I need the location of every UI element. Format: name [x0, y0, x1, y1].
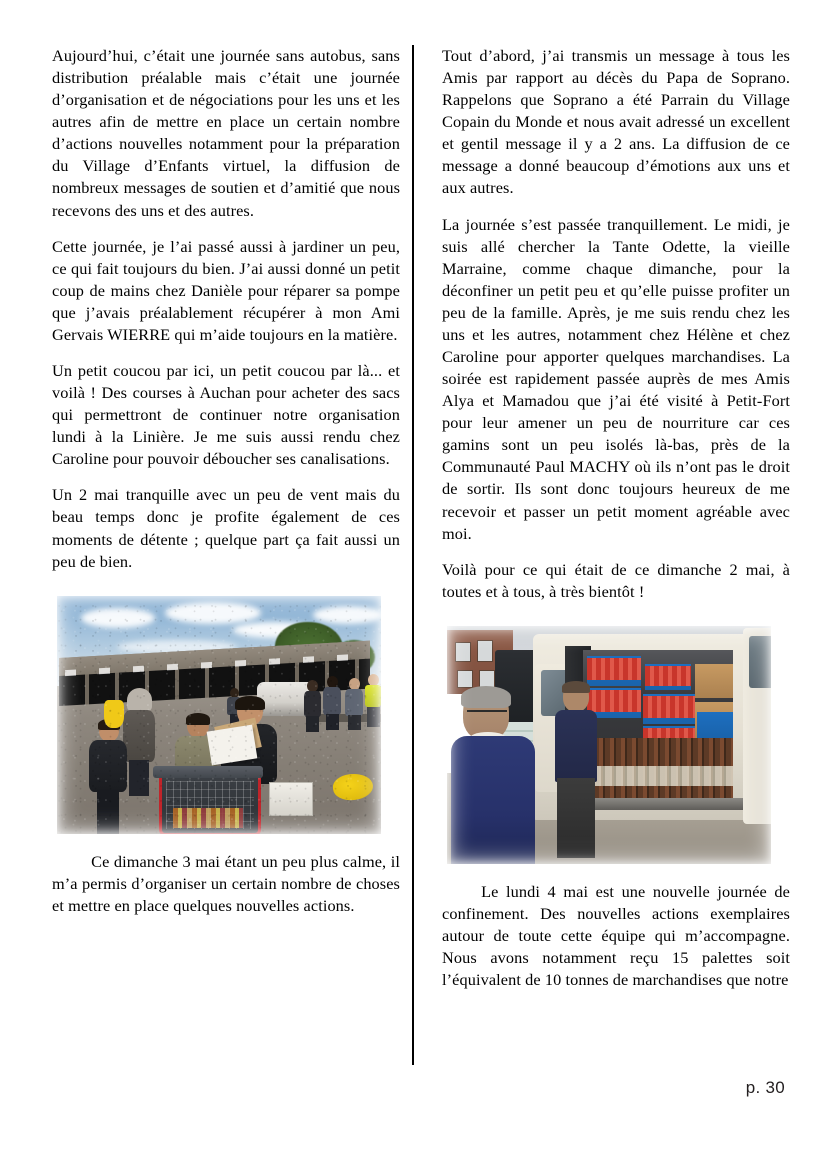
man-blue-sweater	[451, 688, 535, 864]
paragraph-voila: Voilà pour ce qui était de ce dimanche 2 mai, à toutes et à tous, à très bientôt !	[442, 559, 790, 601]
van-cargo-area	[583, 650, 733, 800]
van-door-window	[749, 636, 771, 688]
paragraph-2-mai: Un 2 mai tranquille avec un peu de vent mais du beau temps donc je profite également de ces moments de détente ; quelque part ça fait aussi un peu de bien.	[52, 485, 400, 571]
red-bottle-row	[587, 658, 641, 680]
photo-artwork-left	[57, 596, 381, 834]
building-window	[477, 640, 493, 662]
photo-artwork-right	[447, 626, 771, 864]
red-bottle-row	[645, 666, 691, 686]
building-window	[457, 670, 473, 688]
cardboard-box	[695, 664, 733, 698]
blue-crate	[697, 712, 733, 738]
paragraph-la-journee: La journée s’est passée tranquillement. Le midi, je suis allé chercher la Tante Odette, la vieille Marraine, comme chaque dimanche, pour la déconfiner un petit peu et qu’elle puisse profiter un peu de la famille. Après, je me suis rendu chez les uns et les autres, notamment chez Hélène et chez Caroline pour apporter quelques marchandises. La soirée est rapidement passée auprès de mes Amis Alya et Mamadou que j’ai été visité à Petit-Fort pour leur amener un peu de nourriture car ces gamins sont un peu isolés là-bas, près de la Communauté Paul MACHY où ils n’ont pas le droit de sortir. Ils sont donc toujours heureux de me recevoir et passer un petit moment agréable avec moi.	[442, 214, 790, 543]
red-bottle-row	[643, 696, 695, 718]
paragraph-tout-dabord: Tout d’abord, j’ai transmis un message à tous les Amis par rapport au décès du Papa de Soprano. Rappelons que Soprano a été Parrain du Village Copain du Monde et nous avait adressé un excellent et gentil message il y a 2 ans. La diffusion de ce message a donné beaucoup d’émotions aux uns et aux autres.	[442, 46, 790, 198]
page-number: p. 30	[745, 1078, 785, 1097]
left-column	[0, 0, 413, 1170]
paragraph-lundi-4-mai: Le lundi 4 mai est une nouvelle journée de confinement. Des nouvelles actions exemplaires autour de toute cette équipe qui m’accompagne. Nous avons notamment reçu 15 palettes soit l’équivalent de 10 tonnes de marchandises que notre	[442, 881, 790, 990]
photo-frame-left	[52, 591, 386, 839]
man-navy-tshirt	[553, 682, 599, 858]
paragraph-cette-journee: Cette journée, je l’ai passé aussi à jardiner un peu, ce qui fait toujours du bien. J’ai aussi donné un petit coup de mains chez Danièle pour réparer sa pompe que j’avais préalablement récupérer à mon Ami Gervais WIERRE qui m’aide toujours en la matière.	[52, 236, 400, 344]
paragraph-dimanche-3-mai: Ce dimanche 3 mai étant un peu plus calme, il m’a permis d’organiser un certain nombre de choses et mettre en place quelques nouvelles actions.	[52, 851, 400, 915]
column-divider-rule	[412, 45, 414, 1065]
paragraph-aujourdhui: Aujourd’hui, c’était une journée sans autobus, sans distribution préalable mais c’était une journée d’organisation et de négociations pour les uns et les autres afin de mettre en place un certain nombre d’actions nouvelles notamment pour la préparation du Village d’Enfants virtuel, la diffusion de nombreux messages de soutien et d’amitié que nous recevons des uns et des autres.	[52, 46, 400, 220]
van-bumper	[583, 798, 747, 810]
photo-distribution-exterieure	[52, 591, 386, 839]
building-window	[455, 642, 471, 662]
eyeglasses	[467, 710, 507, 720]
ground-texture	[57, 596, 381, 834]
can-labels	[583, 766, 733, 786]
right-column	[413, 0, 827, 1170]
photo-camion-charge	[442, 621, 776, 869]
paragraph-coucou: Un petit coucou par ici, un petit coucou par là... et voilà ! Des courses à Auchan pour acheter des sacs qui permettront de continuer notre organisation lundi à la Linière. Je me suis aussi rendu chez Caroline pour pouvoir déboucher ses canalisations.	[52, 361, 400, 469]
photo-frame-right	[442, 621, 776, 869]
